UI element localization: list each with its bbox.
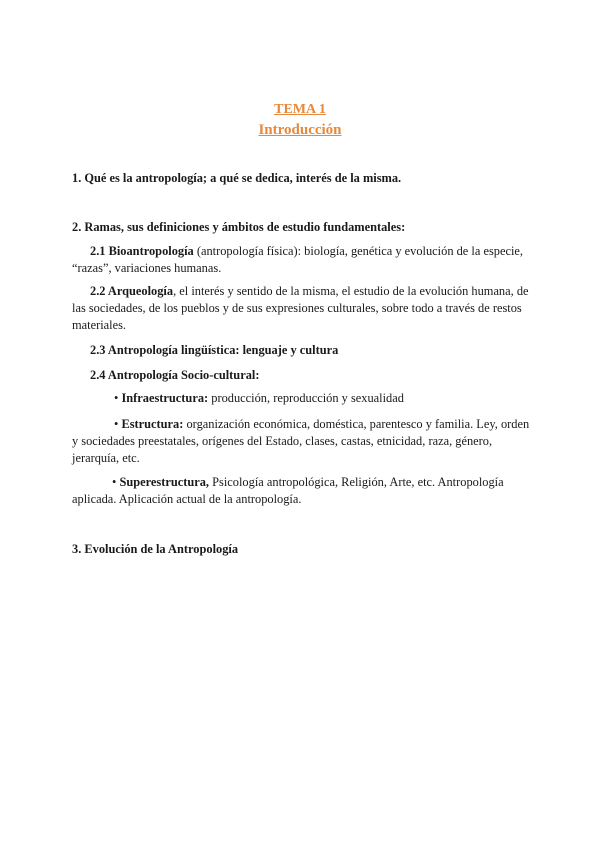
subsection-2-1 bbox=[72, 243, 532, 277]
bullet-infraestructura-label: Infraestructura: bbox=[121, 391, 209, 405]
bullet-estructura bbox=[72, 416, 532, 467]
bullet-superestructura-label: Superestructura, bbox=[119, 475, 210, 489]
bullet-marker: • bbox=[114, 391, 122, 405]
subsection-2-2 bbox=[72, 283, 532, 334]
title-tema: TEMA 1 bbox=[274, 102, 326, 117]
section-2-heading: 2. Ramas, sus definiciones y ámbitos de estudio fundamentales: bbox=[72, 220, 406, 234]
title-introduccion: Introducción bbox=[258, 122, 342, 138]
subsection-2-2-text: , el interés y sentido de la misma, el estudio de la evolución humana, de las sociedades, de los pueblos y de sus expresiones culturales, sobre todo a través de restos materiales. bbox=[72, 284, 529, 332]
subsection-2-1-label: 2.1 Bioantropología bbox=[90, 244, 194, 258]
section-1-heading: 1. Qué es la antropología; a qué se dedica, interés de la misma. bbox=[72, 171, 402, 185]
bullet-infraestructura bbox=[72, 390, 532, 407]
subsection-2-2-label: 2.2 Arqueología bbox=[90, 284, 174, 298]
subsection-2-4: 2.4 Antropología Socio-cultural: bbox=[90, 368, 260, 382]
bullet-estructura-text: organización económica, doméstica, parentesco y familia. Ley, orden y sociedades preestatales, orígenes del Estado, clases, castas, etnicidad, raza, género, jerarquía, etc. bbox=[72, 417, 530, 465]
bullet-superestructura-text: Psicología antropológica, Religión, Arte, etc. Antropología aplicada. Aplicación actual de la antropología. bbox=[72, 475, 504, 506]
bullet-marker: • bbox=[114, 417, 122, 431]
bullet-infraestructura-text: producción, reproducción y sexualidad bbox=[208, 391, 404, 405]
subsection-2-1-text: (antropología física): biología, genética y evolución de la especie, “razas”, variaciones humanas. bbox=[72, 244, 523, 275]
section-3-heading: 3. Evolución de la Antropología bbox=[72, 542, 239, 556]
bullet-marker: • bbox=[112, 475, 120, 489]
subsection-2-3: 2.3 Antropología lingüística: lenguaje y cultura bbox=[90, 343, 339, 357]
bullet-superestructura bbox=[72, 474, 532, 508]
bullet-estructura-label: Estructura: bbox=[121, 417, 184, 431]
document-title bbox=[0, 100, 600, 140]
